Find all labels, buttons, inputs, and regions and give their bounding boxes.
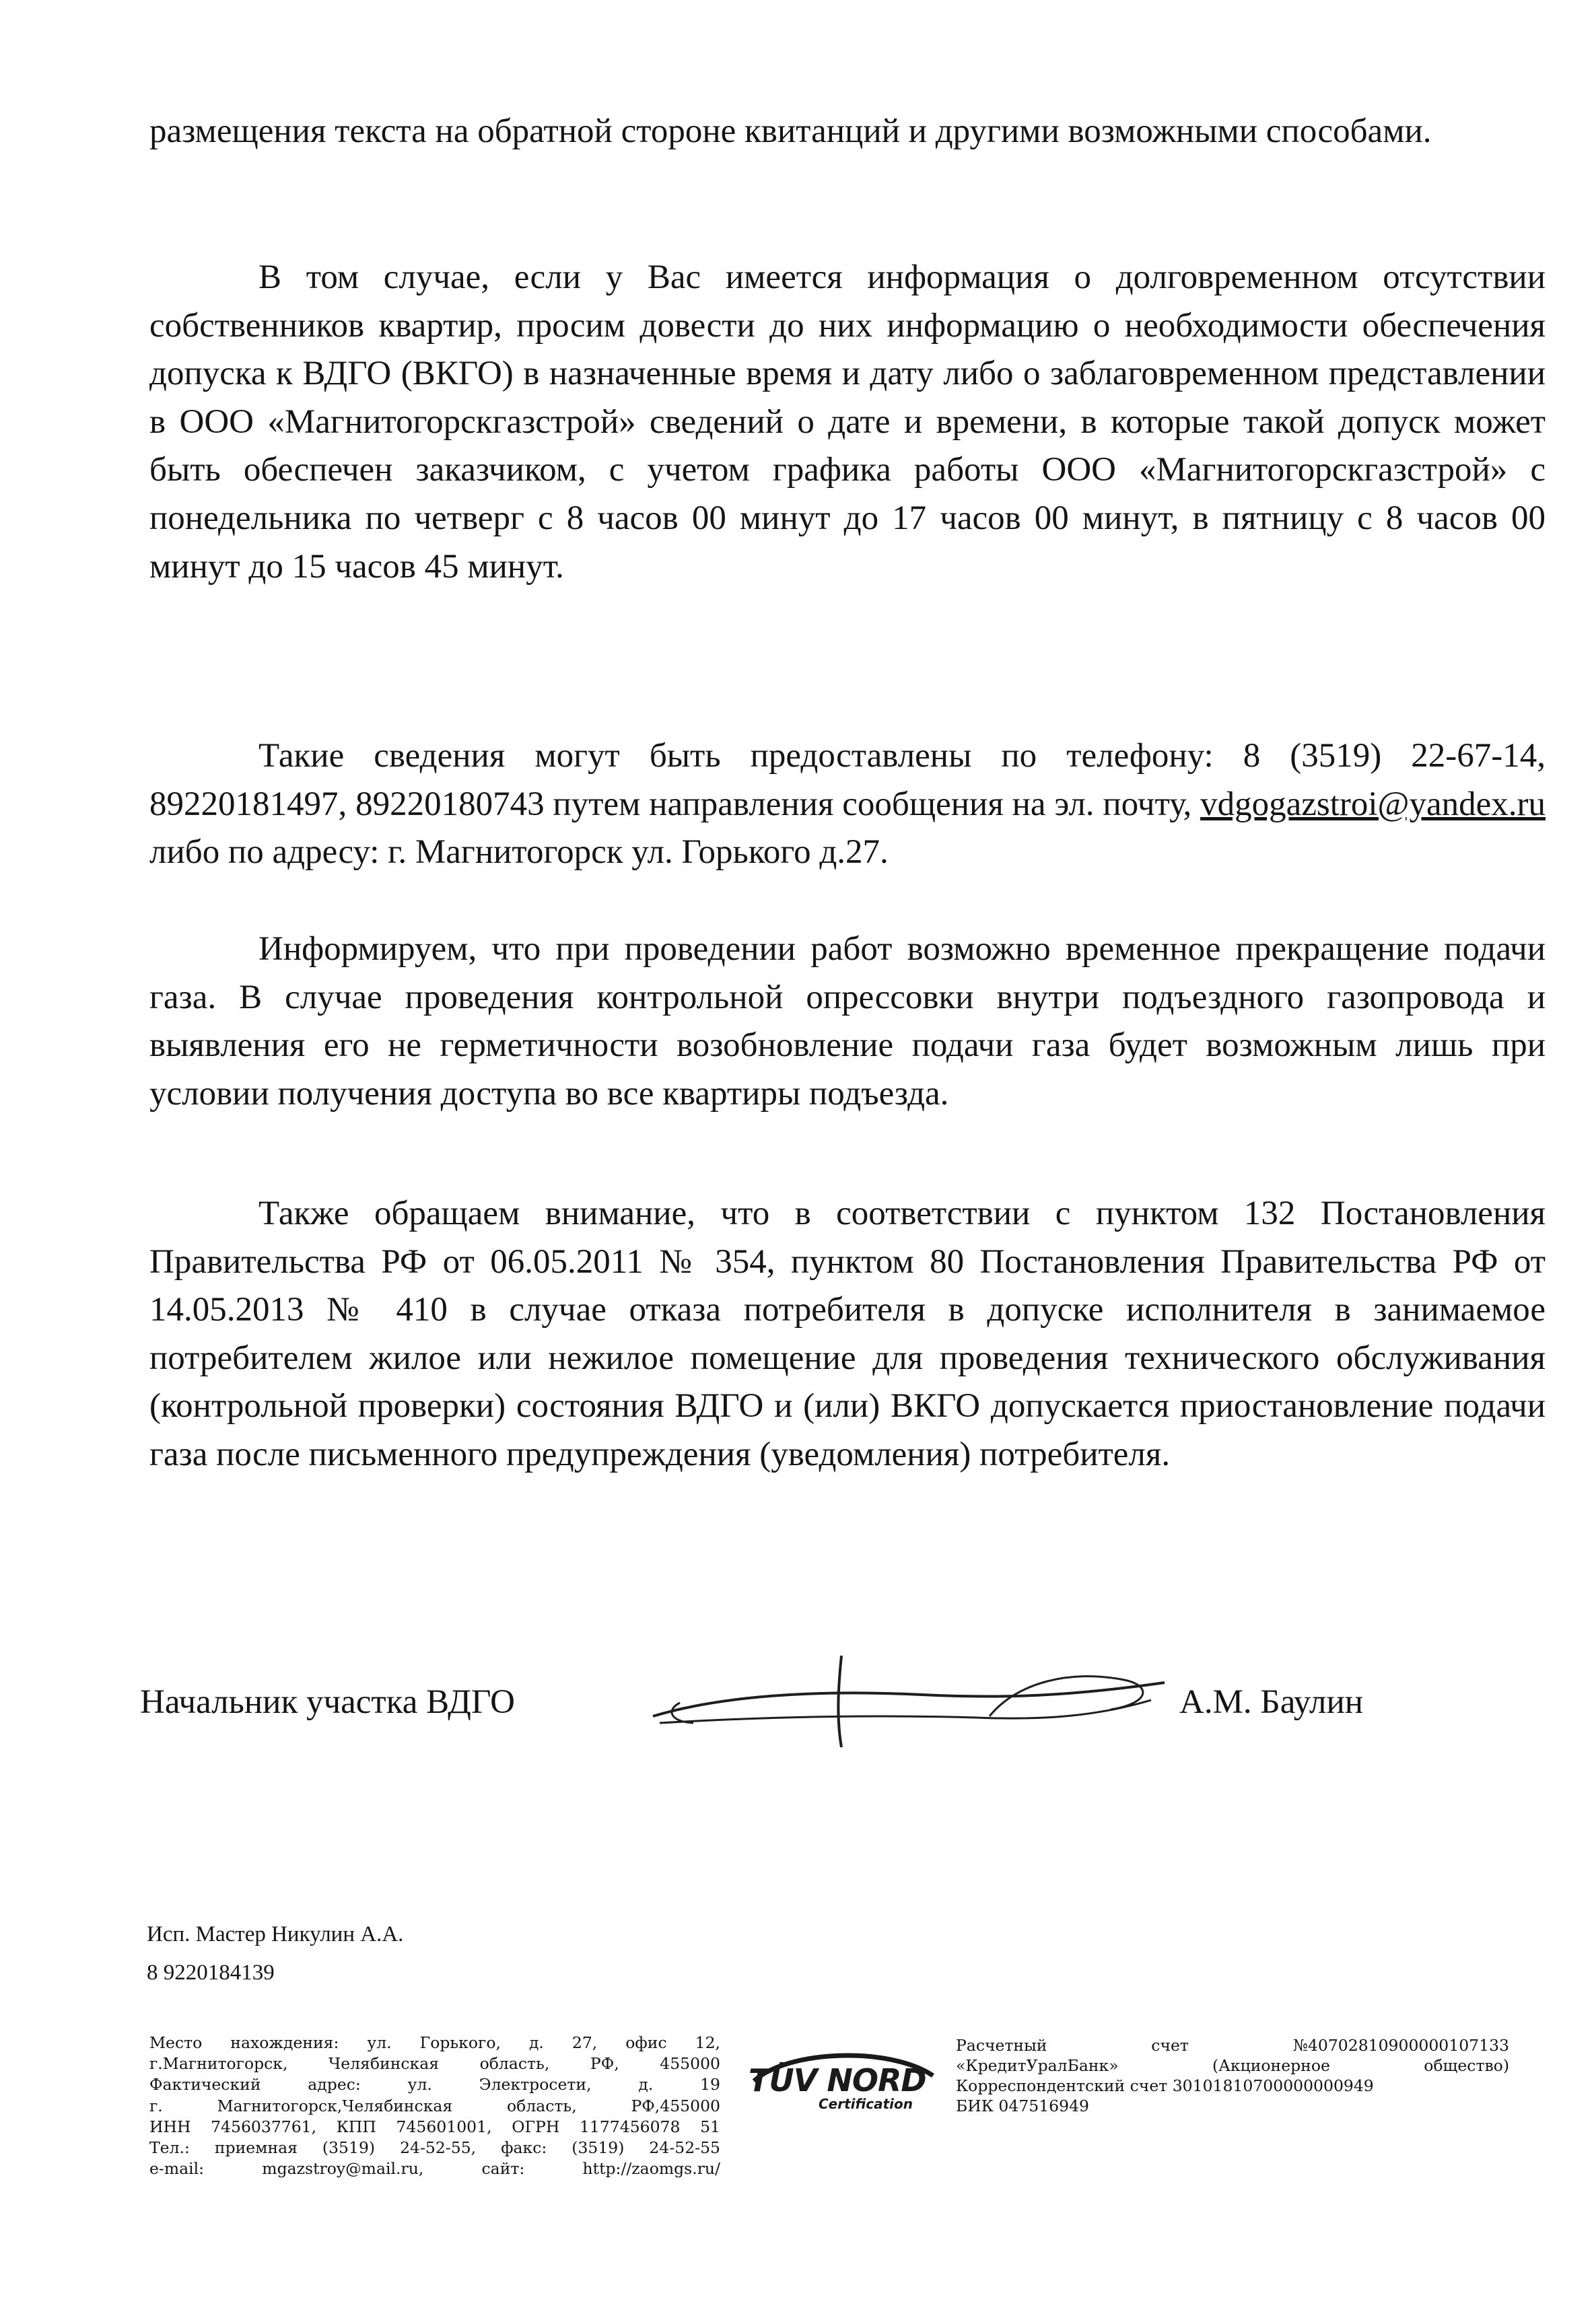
account-number: №40702810900000107133 (1292, 2036, 1509, 2055)
correspondent-account: Корреспондентский счет 30101810700000000949 (956, 2076, 1374, 2095)
bank-account-row (956, 2035, 1509, 2055)
account-label: Расчетный (956, 2036, 1047, 2055)
footer-line: Фактический адрес: ул. Электросети, д. 19 (149, 2075, 720, 2094)
paragraph-continuation: размещения текста на обратной стороне квитанций и другими возможными способами. (149, 112, 1432, 150)
footer-line: e-mail: mgazstroy@mail.ru, сайт: http://zaomgs.ru/ (149, 2159, 720, 2179)
executor-phone: 8 9220184139 (147, 1961, 275, 1985)
logo-name: TÜV NORD (749, 2062, 926, 2099)
footer-line: г. Магнитогорск,Челябинская область, РФ,455000 (149, 2096, 720, 2115)
bank-name-row (956, 2055, 1509, 2076)
executor-block (147, 1915, 403, 1992)
executor-name: Исп. Мастер Никулин А.А. (147, 1922, 404, 1946)
signer-position: Начальник участка ВДГО (140, 1683, 515, 1721)
footer-line: Тел.: приемная (3519) 24-52-55, факс: (3519) 24-52-55 (149, 2138, 720, 2158)
paragraph-absent-owners: В том случае, если у Вас имеется информация о долговременном отсутствии собственников квартир, просим довести до них информацию о необходимости обеспечения допуска к ВДГО (ВКГО) в назначенные время и дату либо о заблаговременном представлении в ООО «Магнитогорскгазстрой» сведений о дате и времени, в которые такой допуск может быть обеспечен заказчиком, с учетом графика работы ООО «Магнитогорскгазстрой» с понедельника по четверг с 8 часов 00 минут до 17 часов 00 минут, в пятницу с 8 часов 00 минут до 15 часов 45 минут. (149, 258, 1546, 586)
paragraph-contact-info (149, 732, 1546, 877)
footer-line: ИНН 7456037761, КПП 745601001, ОГРН 1177456078 51 (149, 2117, 720, 2136)
contact-text-after: либо по адресу: г. Магнитогорск ул. Горького д.27. (149, 833, 889, 872)
signer-name: А.М. Баулин (1179, 1683, 1364, 1721)
footer-bank-details (956, 2035, 1509, 2116)
footer-company-details (149, 2033, 720, 2179)
tuv-nord-logo (749, 2062, 926, 2112)
footer-line: г.Магнитогорск, Челябинская область, РФ, 455000 (149, 2054, 720, 2074)
contact-text-before: Такие сведения могут быть предоставлены по телефону: 8 (3519) 22-67-14, 89220181497, 89220180743 путем направления сообщения на эл. почту, (149, 737, 1546, 823)
footer-line: Место нахождения: ул. Горького, д. 27, офис 12, (149, 2033, 720, 2052)
bank-type: (Акционерное (1212, 2056, 1330, 2075)
bank-name: «КредитУралБанк» (956, 2056, 1119, 2075)
account-word: счет (1151, 2036, 1189, 2055)
bik-code: БИК 047516949 (956, 2097, 1089, 2115)
paragraph-legal-notice: Также обращаем внимание, что в соответствии с пунктом 132 Постановления Правительства РФ от 06.05.2011 № 354, пунктом 80 Постановления Правительства РФ от 14.05.2013 № 410 в случае отказа потребителя в допуске исполнителя в занимаемое потребителем жилое или нежилое помещение для проведения технического обслуживания (контрольной проверки) состояния ВДГО и (или) ВКГО допускается приостановление подачи газа после письменного предупреждения (уведомления) потребителя. (149, 1195, 1546, 1473)
paragraph-gas-supply: Информируем, что при проведении работ возможно временное прекращение подачи газа. В случае проведения контрольной опрессовки внутри подъездного газопровода и выявления его не герметичности возобновление подачи газа будет возможным лишь при условии получения доступа во все квартиры подъезда. (149, 930, 1546, 1113)
email-link[interactable]: vdgogazstroi@yandex.ru (1200, 785, 1546, 823)
bank-type-suffix: общество) (1424, 2056, 1509, 2075)
handwritten-signature (639, 1615, 1191, 1750)
logo-subtitle: Certification (819, 2096, 913, 2112)
